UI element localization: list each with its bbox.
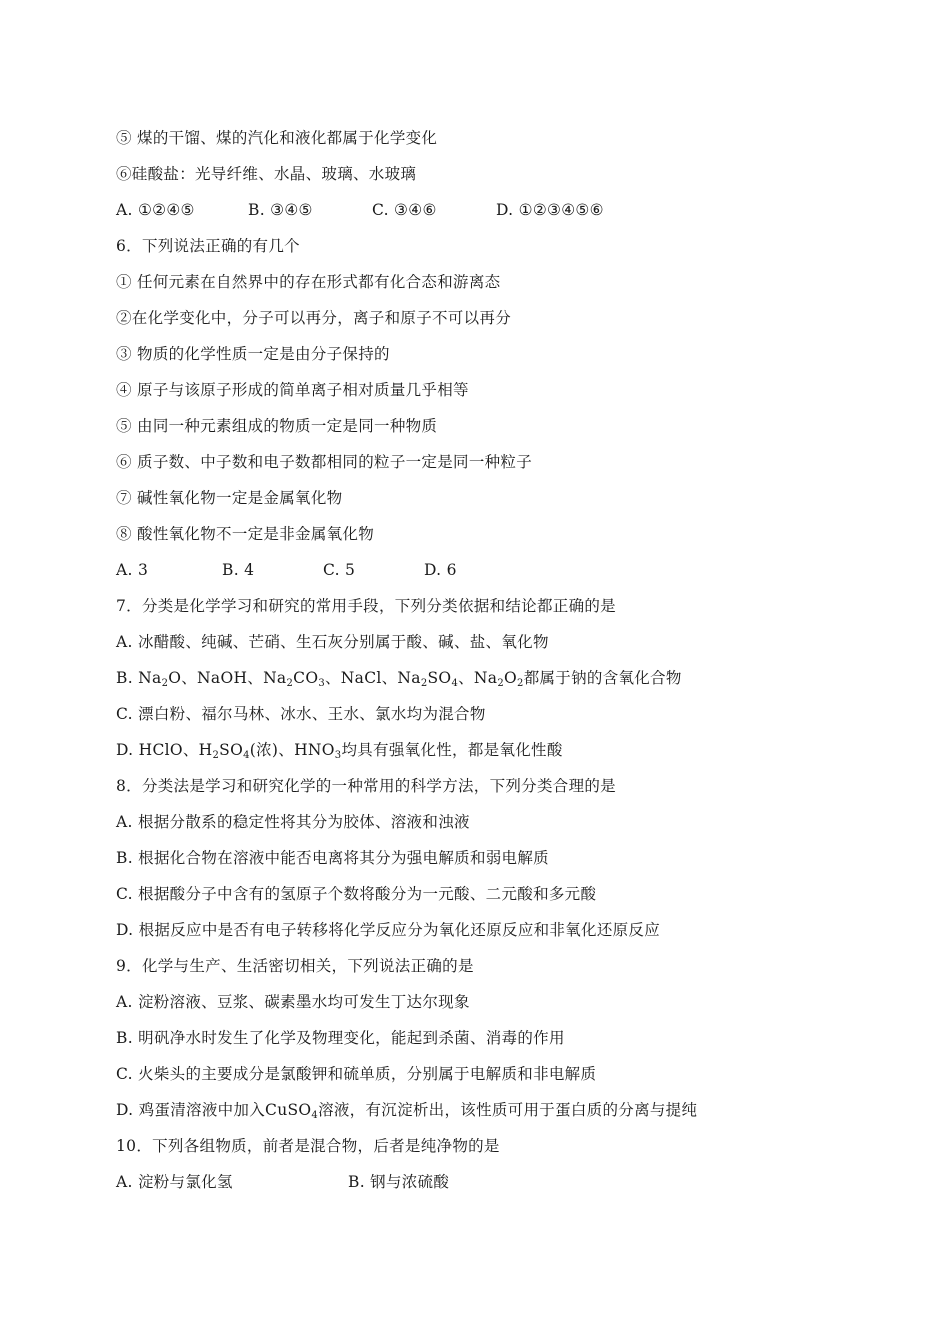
- q6-statement-1: ① 任何元素在自然界中的存在形式都有化合态和游离态: [116, 273, 501, 291]
- q6-statement-3: ③ 物质的化学性质一定是由分子保持的: [116, 345, 390, 363]
- q8-option-b: B. 根据化合物在溶液中能否电离将其分为强电解质和弱电解质: [116, 849, 549, 867]
- q6-options: [116, 560, 457, 580]
- q5-option-a: A. ①②④⑤: [116, 201, 195, 219]
- q10-stem: 10．下列各组物质，前者是混合物，后者是纯净物的是: [116, 1137, 500, 1155]
- q5-options: [116, 200, 604, 220]
- q7-option-a: A. 冰醋酸、纯碱、芒硝、生石灰分别属于酸、碱、盐、氧化物: [116, 633, 549, 651]
- q6-statement-6: ⑥ 质子数、中子数和电子数都相同的粒子一定是同一种粒子: [116, 453, 533, 471]
- q6-stem: 6．下列说法正确的有几个: [116, 237, 300, 255]
- q8-option-d: D. 根据反应中是否有电子转移将化学反应分为氧化还原反应和非氧化还原反应: [116, 921, 661, 939]
- q5-option-c: C. ③④⑥: [372, 201, 437, 219]
- q9-option-d: D. 鸡蛋清溶液中加入CuSO$_4$溶液，有沉淀析出，该性质可用于蛋白质的分离与提纯: [116, 1101, 698, 1121]
- q6-statement-8: ⑧ 酸性氧化物不一定是非金属氧化物: [116, 525, 375, 543]
- q7-option-c: C. 漂白粉、福尔马林、冰水、王水、氯水均为混合物: [116, 705, 486, 723]
- q10-options: [116, 1172, 449, 1192]
- q6-option-a: A. 3: [116, 561, 149, 579]
- q5-option-d: D. ①②③④⑤⑥: [496, 201, 604, 219]
- q9-option-c: C. 火柴头的主要成分是氯酸钾和硫单质，分别属于电解质和非电解质: [116, 1065, 597, 1083]
- q6-statement-2: ②在化学变化中，分子可以再分，离子和原子不可以再分: [116, 309, 512, 327]
- q6-statement-4: ④ 原子与该原子形成的简单离子相对质量几乎相等: [116, 381, 469, 399]
- q10-option-b: B. 钢与浓硫酸: [348, 1173, 450, 1191]
- q9-option-b: B. 明矾净水时发生了化学及物理变化，能起到杀菌、消毒的作用: [116, 1029, 565, 1047]
- statement-6-silicate: ⑥硅酸盐：光导纤维、水晶、玻璃、水玻璃: [116, 165, 417, 183]
- q9-option-a: A. 淀粉溶液、豆浆、碳素墨水均可发生丁达尔现象: [116, 993, 470, 1011]
- q6-option-d: D. 6: [424, 561, 457, 579]
- q7-option-b: B. $Na_2O$、NaOH、$Na_2CO_3$、NaCl、$Na_2SO_4$、$Na_2O_2$都属于钠的含氧化合物: [116, 669, 682, 689]
- q6-statement-7: ⑦ 碱性氧化物一定是金属氧化物: [116, 489, 343, 507]
- q5-option-b: B. ③④⑤: [248, 201, 313, 219]
- q7-option-d: D. HClO、$H_2SO_4$(浓)、$HNO_3$均具有强氧化性，都是氧化性酸: [116, 741, 563, 761]
- q6-option-b: B. 4: [222, 561, 255, 579]
- q6-option-c: C. 5: [323, 561, 356, 579]
- q10-option-a: A. 淀粉与氯化氢: [116, 1173, 233, 1191]
- statement-5-coal: ⑤ 煤的干馏、煤的汽化和液化都属于化学变化: [116, 129, 438, 147]
- q8-stem: 8．分类法是学习和研究化学的一种常用的科学方法，下列分类合理的是: [116, 777, 616, 795]
- q7-stem: 7．分类是化学学习和研究的常用手段，下列分类依据和结论都正确的是: [116, 597, 616, 615]
- q6-statement-5: ⑤ 由同一种元素组成的物质一定是同一种物质: [116, 417, 438, 435]
- q8-option-c: C. 根据酸分子中含有的氢原子个数将酸分为一元酸、二元酸和多元酸: [116, 885, 597, 903]
- q9-stem: 9．化学与生产、生活密切相关，下列说法正确的是: [116, 957, 474, 975]
- q8-option-a: A. 根据分散系的稳定性将其分为胶体、溶液和浊液: [116, 813, 470, 831]
